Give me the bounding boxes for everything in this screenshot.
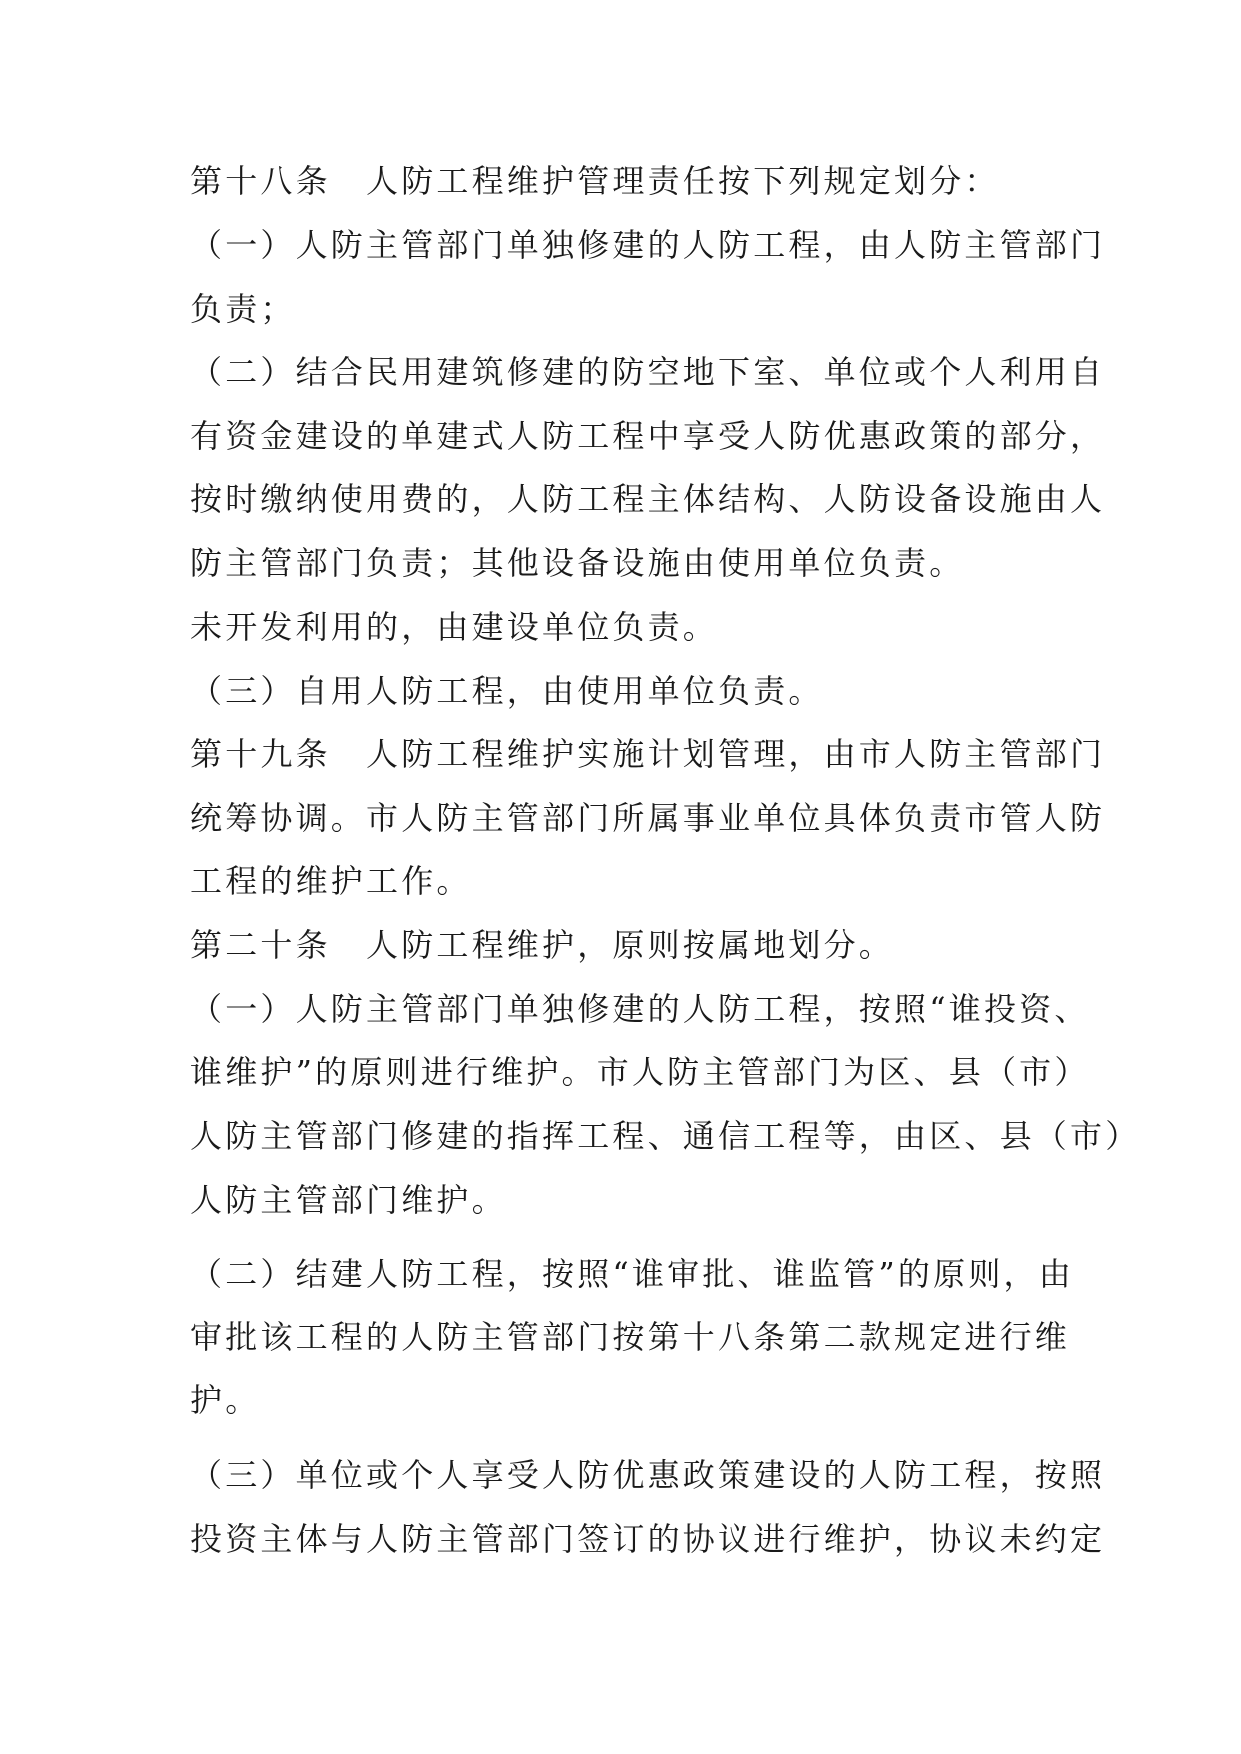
text-line: （三）自用人防工程，由使用单位负责。 (190, 672, 824, 710)
text-line: 第十九条 人防工程维护实施计划管理，由市人防主管部门 (190, 735, 1106, 773)
text-line: 防主管部门负责；其他设备设施由使用单位负责。 (190, 544, 965, 582)
text-line: 谁维护”的原则进行维护。市人防主管部门为区、县（市） (190, 1053, 1090, 1091)
text-line: 人防主管部门修建的指挥工程、通信工程等，由区、县（市） (190, 1117, 1141, 1155)
text-line: （一）人防主管部门单独修建的人防工程，按照“谁投资、 (190, 990, 1090, 1028)
text-line: （二）结合民用建筑修建的防空地下室、单位或个人利用自 (190, 353, 1106, 391)
text-line: 统筹协调。市人防主管部门所属事业单位具体负责市管人防 (190, 799, 1106, 837)
text-line: 未开发利用的，由建设单位负责。 (190, 608, 719, 646)
text-line: 工程的维护工作。 (190, 862, 472, 900)
text-line: 人防主管部门维护。 (190, 1181, 507, 1219)
text-line: 审批该工程的人防主管部门按第十八条第二款规定进行维 (190, 1318, 1071, 1356)
text-line: （二）结建人防工程，按照“谁审批、谁监管”的原则，由 (190, 1255, 1074, 1293)
text-line: 第二十条 人防工程维护，原则按属地划分。 (190, 926, 895, 964)
text-line: 投资主体与人防主管部门签订的协议进行维护，协议未约定 (190, 1520, 1106, 1558)
text-line: （一）人防主管部门单独修建的人防工程，由人防主管部门 (190, 226, 1106, 264)
text-line: 护。 (190, 1381, 261, 1419)
text-line: 有资金建设的单建式人防工程中享受人防优惠政策的部分， (190, 417, 1106, 455)
text-line: 第十八条 人防工程维护管理责任按下列规定划分： (190, 162, 1000, 200)
text-line: （三）单位或个人享受人防优惠政策建设的人防工程，按照 (190, 1456, 1106, 1494)
text-line: 负责； (190, 290, 296, 328)
text-line: 按时缴纳使用费的，人防工程主体结构、人防设备设施由人 (190, 480, 1106, 518)
